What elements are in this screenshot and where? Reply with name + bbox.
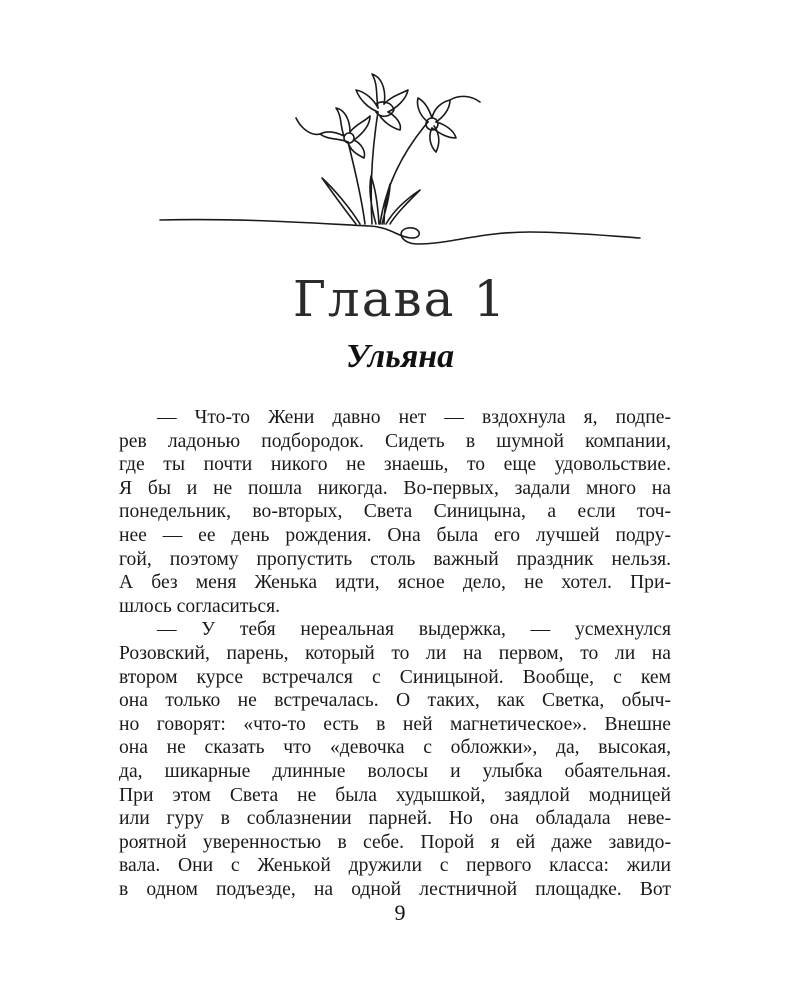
- text-line: роятной уверенностью в себе. Порой я ей даже завидо-: [119, 831, 671, 853]
- text-line: втором курсе встречался с Синицыной. Вообще, с кем: [119, 666, 671, 688]
- text-line: в одном подъезде, на одной лестничной площадке. Вот: [119, 878, 671, 900]
- text-line: или гуру в соблазнении парней. Но она обладала неве-: [119, 808, 671, 830]
- text-line: При этом Света не была худышкой, заядлой модницей: [119, 784, 671, 806]
- chapter-title: Глава 1: [292, 270, 508, 328]
- text-line: но говорят: «что-то есть в ней магнетическое». Внешне: [119, 713, 671, 735]
- body-text: [119, 406, 671, 901]
- text-line: — Что-то Жени давно нет — вздохнула я, подпе-: [157, 407, 671, 428]
- text-line: да, шикарные длинные волосы и улыбка обаятельная.: [119, 760, 671, 782]
- text-line: А без меня Женька идти, ясное дело, не хотел. При-: [119, 572, 671, 594]
- chapter-subtitle: Ульяна: [345, 338, 455, 375]
- text-line: нее — ее день рождения. Она была его лучшей подру-: [119, 524, 671, 546]
- text-line: Я бы и не пошла никогда. Во-первых, задали много на: [119, 477, 671, 499]
- text-line: — У тебя нереальная выдержка, — усмехнулся: [157, 619, 671, 641]
- page-number: 9: [394, 900, 406, 925]
- text-line: шлось согласиться.: [119, 595, 280, 617]
- text-line: она не сказать что «девочка с обложки», да, высокая,: [119, 737, 671, 759]
- text-line: понедельник, во-вторых, Света Синицына, а если точ-: [119, 501, 671, 523]
- text-line: она только не встречалась. О таких, как Светка, обыч-: [119, 690, 671, 712]
- text-line: вала. Они с Женькой дружили с первого класса: жили: [119, 855, 671, 877]
- text-line: Розовский, парень, который то ли на первом, то ли на: [119, 642, 671, 664]
- text-line: гой, поэтому пропустить столь важный праздник нельзя.: [119, 548, 671, 570]
- text-line: рев ладонью подбородок. Сидеть в шумной компании,: [119, 430, 671, 452]
- daffodils-line-art-icon: [150, 60, 650, 260]
- text-line: где ты почти никого не знаешь, то еще удовольствие.: [119, 454, 671, 476]
